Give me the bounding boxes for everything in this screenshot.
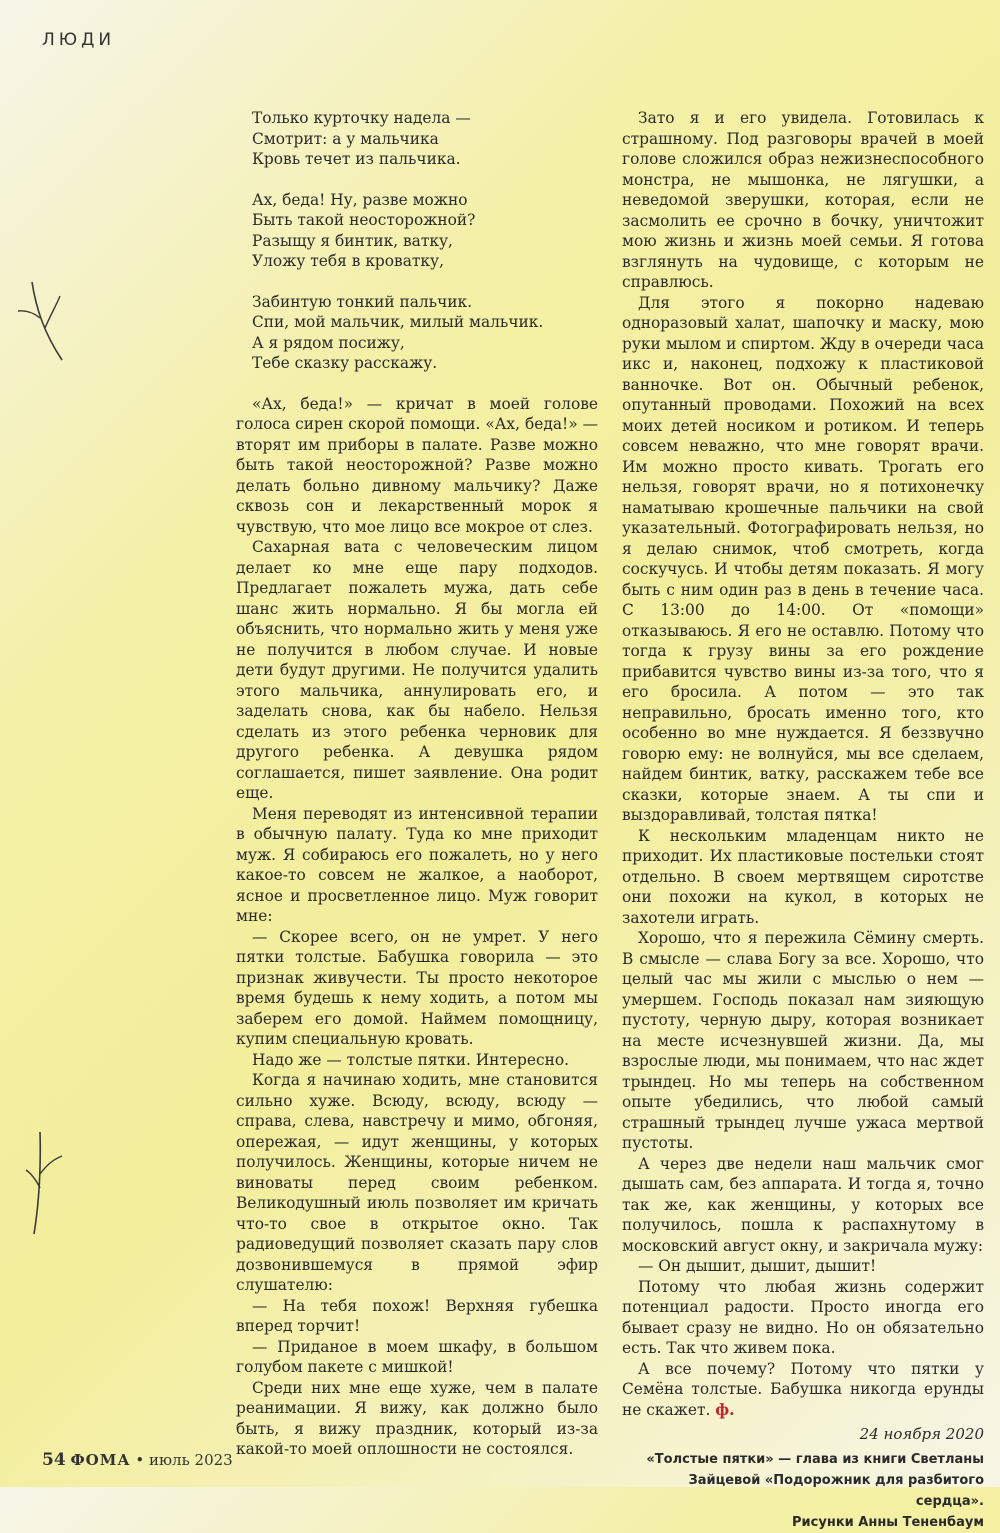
grass-sprig-illustration-bottom [20, 1128, 70, 1238]
page-number: 54 [42, 1450, 66, 1470]
paragraph: Зато я и его увидела. Готовилась к страшному. Под разговоры врачей в моей голове сложился образ нежизнеспособного монстра, не мышонка, не лягушки, а неведомой зверушки, которая, если не засмолить ее срочно в бочку, уничтожит мою жизнь и жизнь моей семьи. Я готова взглянуть на чудовище, с которым не справлюсь. [622, 109, 984, 291]
poem-line: Уложу тебя в кроватку, [252, 252, 444, 270]
paragraph: — Скорее всего, он не умрет. У него пятки толстые. Бабушка говорила — это признак живучести. Ты просто некоторое время будешь к нему ходить, а потом мы заберем его домой. Наймем помощницу, купим специальную кровать. [236, 927, 598, 1048]
credits [622, 1449, 984, 1533]
paragraph: К нескольким младенцам никто не приходит. Их пластиковые постельки стоят отдельно. В своем мертвящем сиротстве они похожи на кукол, в которых не захотели играть. [622, 826, 984, 927]
credit-line: Зайцевой «Подорожник для разбитого сердца». [688, 1472, 984, 1509]
article-column-right [622, 108, 984, 1533]
poem-line: Ах, беда! Ну, разве можно [252, 190, 468, 209]
poem-stanza [252, 292, 598, 374]
poem-line: Кровь течет из пальчика. [252, 150, 461, 168]
paragraph: Среди них мне еще хуже, чем в палате реанимации. Я вижу, как должно было быть, я вижу праздник, который из-за какой-то моей оплошности не состоялся. [236, 1378, 598, 1458]
footer-separator: • [135, 1451, 145, 1469]
paragraph: Для этого я покорно надеваю одноразовый халат, шапочку и маску, мою руки мылом и спиртом. Жду в очереди часа икс и, наконец, подхожу к пластиковой ванночке. Вот он. Обычный ребенок, опутанный проводами. Похожий на всех моих детей носиком и ротиком. И теперь совсем неважно, что мне говорят врачи. Им можно просто кивать. Трогать его нельзя, говорят врачи, но я потихонечку наматываю крошечные пальчики на свой указательный. Фотографировать нельзя, но я делаю снимок, чтоб смотреть, когда соскучусь. И чтобы детям показать. Я могу быть с ним один раз в день в течение часа. С 13:00 до 14:00. От «помощи» отказываюсь. Я его не оставлю. Потому что тогда к грузу вины за его рождение прибавится чувство вины из-за того, что я его бросила. А потом — это так неправильно, бросать именно того, кто особенно во мне нуждается. Я беззвучно говорю ему: не волнуйся, мы все сделаем, найдем бинтик, ватку, расскажем тебе все сказки, которые знаем. А ты спи и выздоравливай, толстая пятка! [622, 293, 984, 824]
final-paragraph-text: А все почему? Потому что пятки у Семёна толстые. Бабушка никогда ерунды не скажет. [622, 1359, 984, 1419]
magazine-name: ФОМА [70, 1451, 131, 1469]
paragraph: А через две недели наш мальчик смог дышать сам, без аппарата. И тогда я, точно так же, как женщины, у которых все получилось, пошла к распахнутому в московский август окну, и закричала мужу: [622, 1154, 984, 1255]
poem-line: А я рядом посижу, [252, 333, 405, 352]
section-label: ЛЮДИ [42, 30, 116, 50]
paragraph: — Приданое в моем шкафу, в большом голубом пакете с мишкой! [236, 1337, 598, 1376]
paragraph: Сахарная вата с человеческим лицом делает ко мне еще пару подходов. Предлагает пожалеть мужа, дать себе шанс жить нормально. Я бы могла ей объяснить, что нормально жить у меня уже не получится в любом случае. И новые дети будут другими. Не получится удалить этого мальчика, аннулировать его, и заделать снова, как бы набело. Нельзя сделать из этого ребенка черновик для другого ребенка. А девушка рядом соглашается, пишет заявление. Она родит еще. [236, 538, 598, 802]
grass-sprig-illustration-top [14, 278, 74, 368]
poem-line: Разыщу я бинтик, ватку, [252, 231, 453, 250]
poem-line: Смотрит: а у мальчика [252, 129, 439, 148]
paragraph: Потому что любая жизнь содержит потенциал радости. Просто иногда его бывает сразу не видно. Но он обязательно есть. Так что живем пока. [622, 1277, 984, 1357]
poem-line: Быть такой неосторожной? [252, 211, 476, 229]
paragraph: Меня переводят из интенсивной терапии в обычную палату. Туда ко мне приходит муж. Я собираюсь его пожалеть, но у него какое-то совсем не жалкое, а наоборот, ясное и просветленное лицо. Муж говорит мне: [236, 804, 598, 925]
paragraph: «Ах, беда!» — кричат в моей голове голоса сирен скорой помощи. «Ах, беда!» — вторят им приборы в палате. Разве можно быть такой неосторожной? Разве можно делать больно дивному мальчику? Даже сквозь сон и лекарственный морок я чувствую, что мое лицо все мокрое от слез. [236, 394, 598, 536]
paragraph: Надо же — толстые пятки. Интересно. [252, 1050, 570, 1069]
poem [236, 108, 598, 374]
poem-line: Тебе сказку расскажу. [252, 354, 438, 372]
credit-line: «Толстые пятки» — глава из книги Светланы [646, 1451, 984, 1467]
poem-line: Только курточку надела — [252, 109, 471, 127]
credit-line: Рисунки Анны Тененбаум [792, 1514, 984, 1530]
article-date: 24 ноября 2020 [859, 1425, 984, 1443]
article-column-left [236, 108, 598, 1460]
poem-line: Забинтую тонкий пальчик. [252, 292, 473, 311]
paragraph: — На тебя похож! Верхняя губешка вперед торчит! [236, 1296, 598, 1335]
page-footer [42, 1450, 233, 1470]
poem-line: Спи, мой мальчик, милый мальчик. [252, 313, 544, 331]
paragraph: Когда я начинаю ходить, мне становится сильно хуже. Всюду, всюду, всюду — справа, слева, навстречу и мимо, обгоняя, опережая, — идут женщины, у которых получилось. Женщины, которые ничем не виноваты перед своим ребенком. Великодушный июль позволяет им кричать что-то свое в открытое окно. Так радиоведущий позволяет сказать пару слов дозвонившемуся в прямой эфир слушателю: [236, 1071, 598, 1294]
end-mark: ф. [715, 1400, 735, 1419]
poem-stanza [252, 190, 598, 272]
paragraph: — Он дышит, дышит, дышит! [638, 1257, 877, 1275]
paragraph: Хорошо, что я пережила Сёмину смерть. В смысле — слава Богу за все. Хорошо, что целый час мы жили с мыслью о нем — умершем. Господь показал нам зияющую пустоту, черную дыру, которая возникает на месте исчезнувшей жизни. Да, мы взрослые люди, мы понимаем, что нас ждет трындец. Но мы теперь на собственном опыте убедились, что любой самый страшный трындец лучше ужаса мертвой пустоты. [622, 929, 984, 1152]
final-paragraph [622, 1359, 984, 1421]
poem-stanza [252, 108, 598, 170]
issue-date: июль 2023 [149, 1451, 233, 1469]
